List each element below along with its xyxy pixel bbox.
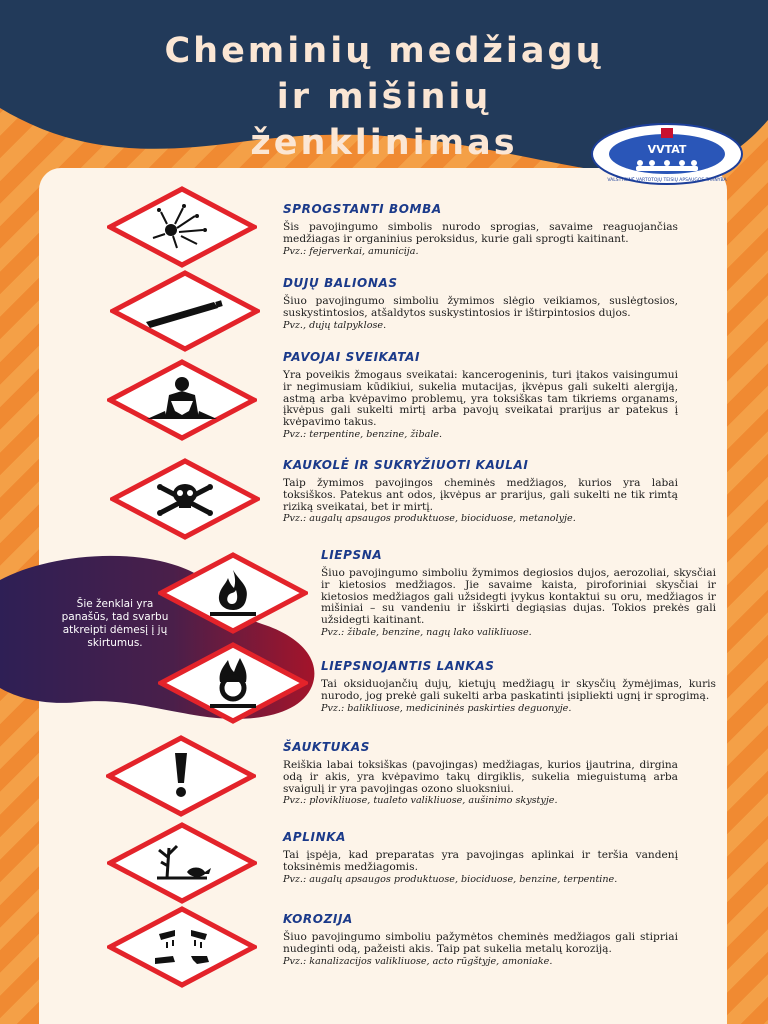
title-line-2: ir mišinių <box>276 77 492 117</box>
section-skull-crossbones <box>283 458 678 525</box>
section-body: Yra poveikis žmogaus sveikatai: kancerogeninis, turi įtakos vaisingumui ir negimusiam kūdikiui, sukelia mutacijas, įkvėpus gali sukelti alergiją, astmą arba kvėpavimo problemų, yra toksiškas tam tikriems organams, įkvėpus gali sukelti mirtį arba pavojų sveikatai prarijus ar patekus į kvėpavimo takus. <box>283 369 678 429</box>
section-title: KOROZIJA <box>283 912 353 926</box>
section-body: Reiškia labai toksiškas (pavojingas) medžiagas, kurios įjautrina, dirgina odą ir akis, yra kvėpavimo takų dirgiklis, sukelia mieguistumą arba svaigulį ir yra pavojingas ozono sluoksniui. <box>283 759 678 795</box>
section-corrosion <box>283 912 678 967</box>
section-environment <box>283 830 678 885</box>
environment-icon <box>107 822 257 904</box>
section-example: Pvz.: žibale, benzine, nagų lako valikliuose. <box>321 626 532 638</box>
section-example: Pvz.: fejerverkai, amunicija. <box>283 245 419 257</box>
section-body: Tai įspėja, kad preparatas yra pavojingas aplinkai ir teršia vandenį toksinėmis medžiagomis. <box>283 849 678 873</box>
flame-icon <box>158 552 308 634</box>
section-exploding-bomb <box>283 202 678 257</box>
vvtat-logo <box>590 123 744 185</box>
exclamation-mark-icon <box>106 735 256 817</box>
section-title: LIEPSNOJANTIS LANKAS <box>321 659 495 673</box>
section-body: Šiuo pavojingumo simboliu žymimos degiosios dujos, aerozoliai, skysčiai ir kietosios medžiagos. Jie savaime kaista, piroforiniai skysčiai ir kietosios medžiagos gali užsidegti įvykus kontaktui su oru, medžiagos ir mišiniai – su vandeniu ir išskirti degiąsias dujas. Tokios prekės gali užsidegti kaitinant. <box>321 567 716 627</box>
title-line-3: ženklinimas <box>250 123 518 163</box>
section-health-hazard <box>283 350 678 440</box>
section-example: Pvz.: plovikliuose, tualeto valikliuose, aušinimo skystyje. <box>283 795 558 807</box>
callout-text: Šie ženklai yra panašūs, tad svarbu atkreipti dėmesį į jų skirtumus. <box>61 598 169 649</box>
exploding-bomb-icon <box>107 186 257 268</box>
section-body: Šiuo pavojingumo simboliu pažymėtos cheminės medžiagos gali stipriai nudeginti odą, pažeisti akis. Taip pat sukelia metalų koroziją. <box>283 931 678 955</box>
section-title: LIEPSNA <box>321 548 383 562</box>
gas-cylinder-icon <box>110 270 260 352</box>
section-example: Pvz.: terpentine, benzine, žibale. <box>283 428 443 440</box>
section-flame-over-circle <box>321 659 716 714</box>
svg-text:VVTAT: VVTAT <box>647 143 687 156</box>
skull-crossbones-icon <box>110 458 260 540</box>
section-body: Taip žymimos pavojingos cheminės medžiagos, kurios yra labai toksiškos. Patekus ant odos, įkvėpus ar prarijus, gali sukelti ne tik rimtą riziką sveikatai, bet ir mirtį. <box>283 477 678 513</box>
section-title: ŠAUKTUKAS <box>283 740 370 754</box>
section-example: Pvz., dujų talpyklose. <box>283 319 387 331</box>
section-example: Pvz.: balikliuose, medicininės paskirties deguonyje. <box>321 702 572 714</box>
section-body: Šis pavojingumo simbolis nurodo sprogias, savaime reaguojančias medžiagas ir organinius peroksidus, kurie gali sprogti kaitinant. <box>283 221 678 245</box>
section-flame <box>321 548 716 638</box>
section-exclamation-mark <box>283 740 678 807</box>
section-title: DUJŲ BALIONAS <box>283 276 398 290</box>
flame-over-circle-icon <box>158 642 308 724</box>
section-example: Pvz.: kanalizacijos valikliuose, acto rūgštyje, amoniake. <box>283 955 553 967</box>
section-body: Šiuo pavojingumo simboliu žymimos slėgio veikiamos, suslėgtosios, suskystintosios, atšaldytos suskystintosios ir ištirpintosios dujos. <box>283 295 678 319</box>
section-title: SPROGSTANTI BOMBA <box>283 202 442 216</box>
section-gas-cylinder <box>283 276 678 331</box>
section-title: KAUKOLĖ IR SUKRYŽIUOTI KAULAI <box>283 458 529 472</box>
section-title: APLINKA <box>283 830 347 844</box>
section-example: Pvz.: augalų apsaugos produktuose, biociduose, metanolyje. <box>283 513 576 525</box>
health-hazard-icon <box>107 359 257 441</box>
title-line-1: Cheminių medžiagų <box>164 31 604 71</box>
section-example: Pvz.: augalų apsaugos produktuose, biociduose, benzine, terpentine. <box>283 873 618 885</box>
section-body: Tai oksiduojančių dujų, kietųjų medžiagų ir skysčių žymėjimas, kuris nurodo, jog prekė gali sukelti arba paskatinti įsipliekti ugnį ir sprogimą. <box>321 678 716 702</box>
corrosion-icon <box>107 906 257 988</box>
svg-text:VALSTYBINĖ VARTOTOJŲ TEISIŲ AP: VALSTYBINĖ VARTOTOJŲ TEISIŲ APSAUGOS TARNYBA <box>607 178 727 183</box>
section-title: PAVOJAI SVEIKATAI <box>283 350 421 364</box>
